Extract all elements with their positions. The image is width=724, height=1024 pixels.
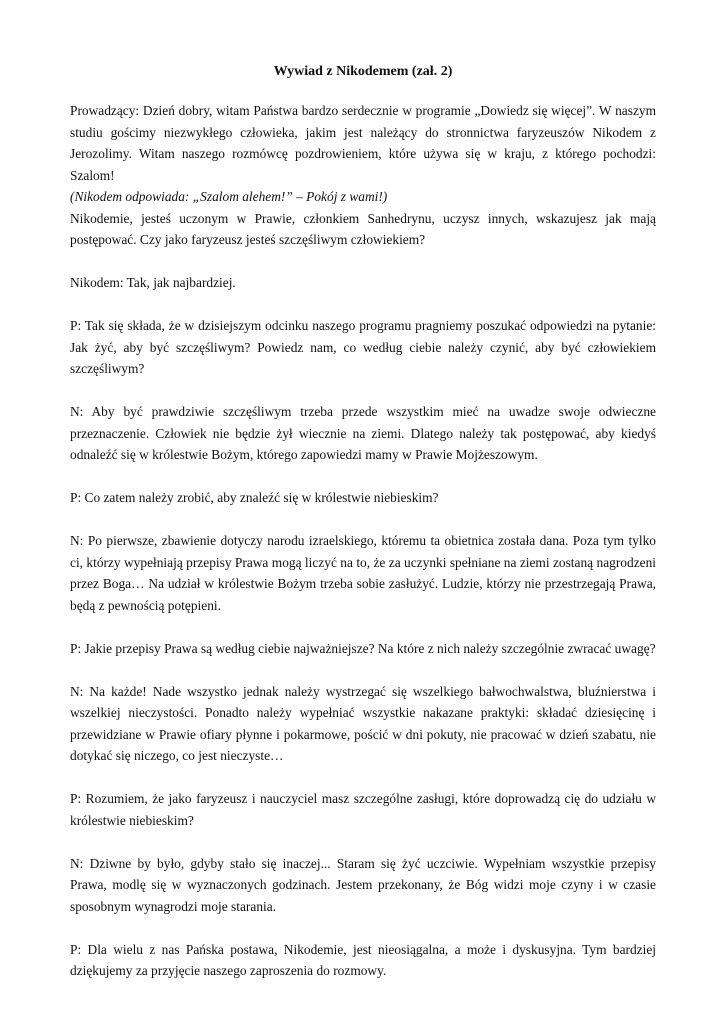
exchange-paragraph: N: Po pierwsze, zbawienie dotyczy narodu izraelskiego, któremu ta obietnica została dana. Poza tym tylko ci, którzy wypełniają przepisy Prawa mogą liczyć na to, że za uczynki spełniane na ziemi zostaną nagrodzeni przez Boga… Na udział w królestwie Bożym trzeba sobie zasłużyć. Ludzie, którzy nie przestrzegają Prawa, będą z pewnością potępieni. <box>70 533 656 613</box>
exchange-paragraph: P: Co zatem należy zrobić, aby znaleźć się w królestwie niebieskim? <box>70 490 439 505</box>
exchange-paragraph: P: Rozumiem, że jako faryzeusz i nauczyciel masz szczególne zasługi, które doprowadzą cię do udziału w królestwie niebieskim? <box>70 791 656 828</box>
exchange-paragraph: N: Aby być prawdziwie szczęśliwym trzeba przede wszystkim mieć na uwadze swoje odwieczne przeznaczenie. Człowiek nie będzie żył wiecznie na ziemi. Dlatego należy tak postępować, aby kiedyś odnaleźć się w królestwie Bożym, którego zapowiedzi mamy w Prawie Mojżeszowym. <box>70 404 656 462</box>
exchange-paragraph: P: Tak się składa, że w dzisiejszym odcinku naszego programu pragniemy poszukać odpowiedzi na pytanie: Jak żyć, aby być szczęśliwym? Powiedz nam, co według ciebie należy czynić, aby być człowiekiem szczęśliwym? <box>70 318 656 376</box>
exchange-paragraph: N: Na każde! Nade wszystko jednak należy wystrzegać się wszelkiego bałwochwalstwa, bluźnierstwa i wszelkiej nieczystości. Ponadto należy wypełniać wszystkie nakazane praktyki: składać dziesięcinę i przewidziane w Prawie ofiary płynne i pokarmowe, pościć w dni pokuty, nie pracować w dzień szabatu, nie dotykać się niczego, co jest nieczyste… <box>70 683 656 763</box>
exchange-paragraph: Nikodem: Tak, jak najbardziej. <box>70 275 236 290</box>
intro-response: (Nikodem odpowiada: „Szalom alehem!” – Pokój z wami!) <box>70 189 388 204</box>
intro-greeting: Prowadzący: Dzień dobry, witam Państwa bardzo serdecznie w programie „Dowiedz się więcej”. W naszym studiu gościmy niezwykłego człowieka, jakim jest należący do stronnictwa faryzeuszów Nikodem z Jerozolimy. Witam naszego rozmówcę pozdrowieniem, które używa się w kraju, z którego pochodzi: Szalom! <box>70 103 656 183</box>
document-title: Wywiad z Nikodemem (zał. 2) <box>273 64 453 79</box>
intro-question: Nikodemie, jesteś uczonym w Prawie, członkiem Sanhedrynu, uczysz innych, wskazujesz jak mają postępować. Czy jako faryzeusz jesteś szczęśliwym człowiekiem? <box>70 210 656 247</box>
exchange-paragraph: N: Dziwne by było, gdyby stało się inaczej... Staram się żyć uczciwie. Wypełniam wszystkie przepisy Prawa, modlę się w wyznaczonych godzinach. Jestem przekonany, że Bóg widzi moje czyny i w czasie sposobnym wynagrodzi moje starania. <box>70 855 656 914</box>
exchange-paragraph: P: Dla wielu z nas Pańska postawa, Nikodemie, jest nieosiągalna, a może i dyskusyjna. Tym bardziej dziękujemy za przyjęcie naszego zaproszenia do rozmowy. <box>70 941 656 978</box>
exchange-paragraph: P: Jakie przepisy Prawa są według ciebie najważniejsze? Na które z nich należy szczególnie zwracać uwagę? <box>70 640 656 656</box>
intro-block <box>70 100 656 251</box>
document-page <box>70 62 656 1003</box>
